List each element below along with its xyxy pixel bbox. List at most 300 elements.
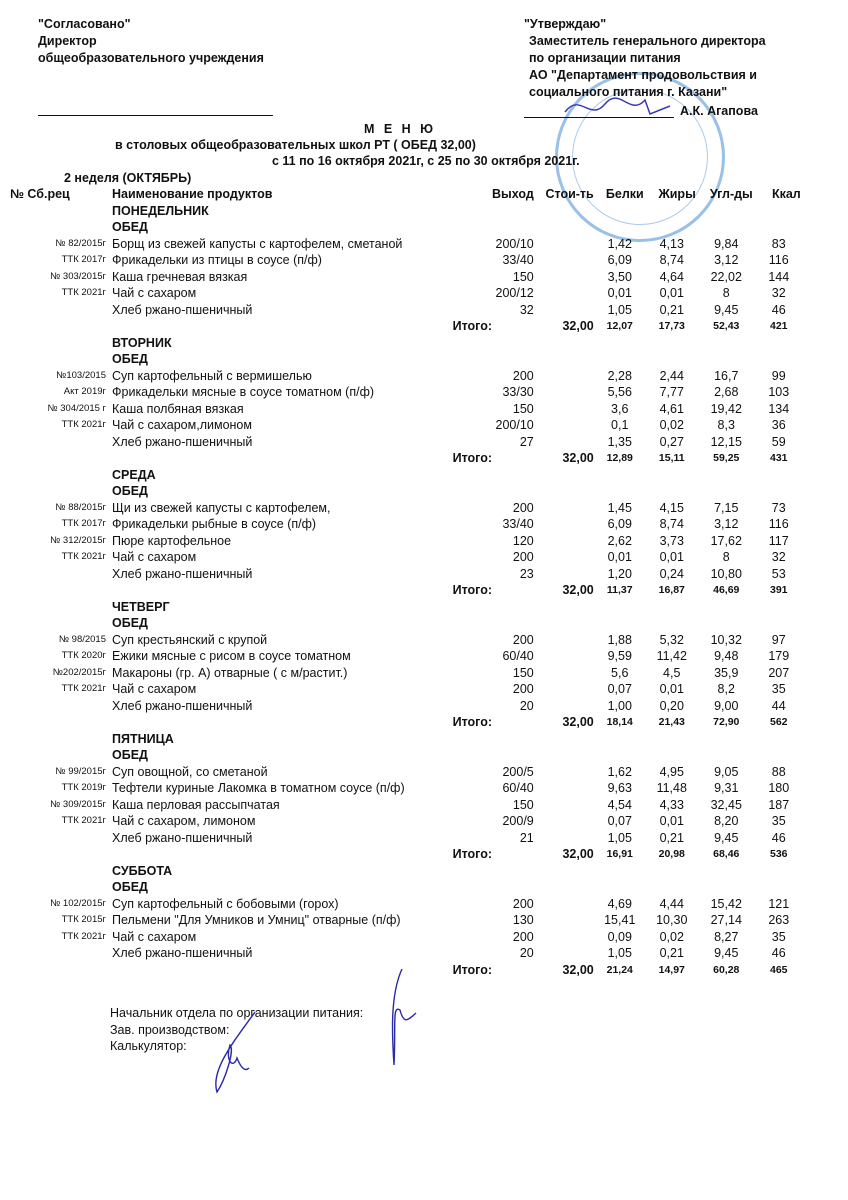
recipe-code: [10, 302, 112, 319]
empty-cell: [10, 335, 112, 352]
meal-heading-row: [10, 351, 803, 368]
dish-carbs: 8: [722, 550, 730, 564]
empty-cell: [492, 219, 534, 236]
empty-cell: [698, 483, 755, 500]
col-header-protein: Белки: [605, 187, 644, 201]
empty-cell: [755, 731, 803, 748]
day-name: ПЯТНИЦА: [112, 731, 174, 746]
dish-protein: 1,42: [607, 236, 632, 251]
total-fat: 20,98: [658, 848, 685, 860]
dish-protein: 4,54: [607, 797, 632, 812]
empty-cell: [492, 467, 534, 484]
dish-protein: 0,09: [607, 929, 632, 944]
empty-cell: [492, 318, 534, 335]
total-protein: 18,14: [606, 716, 633, 728]
dish-fat: 4,15: [659, 500, 684, 515]
dish-name: Чай с сахаром, лимоном: [112, 814, 256, 828]
day-heading-row: [10, 203, 803, 220]
dish-kcal: 263: [768, 913, 790, 927]
empty-cell: [755, 747, 803, 764]
dish-kcal: 144: [768, 269, 790, 284]
empty-cell: [10, 318, 112, 335]
dish-protein: 6,09: [607, 253, 632, 267]
dish-output: 150: [512, 401, 534, 416]
dish-output: 150: [512, 665, 534, 680]
table-row: [10, 896, 803, 913]
dish-protein: 2,28: [607, 368, 632, 383]
recipe-code: № 99/2015г: [55, 765, 106, 777]
table-row: [10, 648, 803, 665]
dish-fat: 0,01: [659, 814, 684, 828]
dish-cost: [534, 648, 594, 665]
dish-cost: [534, 945, 594, 962]
table-row: [10, 236, 803, 253]
dish-carbs: 22,02: [710, 269, 742, 284]
dish-name: Каша перловая рассыпчатая: [112, 797, 280, 812]
empty-cell: [534, 351, 594, 368]
table-row: [10, 500, 803, 517]
dish-name: Чай с сахаром: [112, 550, 197, 564]
dish-fat: 4,33: [659, 797, 684, 812]
dish-name: Хлеб ржано-пшеничный: [112, 302, 253, 317]
date-range: с 11 по 16 октября 2021г, с 25 по 30 октября 2021г.: [272, 154, 580, 168]
table-row: [10, 566, 803, 583]
table-row: [10, 797, 803, 814]
dish-protein: 2,62: [607, 533, 632, 548]
dish-carbs: 9,31: [714, 781, 739, 795]
total-carbs: 52,43: [713, 320, 740, 332]
empty-cell: [698, 747, 755, 764]
empty-cell: [698, 863, 755, 880]
empty-cell: [492, 863, 534, 880]
dish-fat: 0,01: [659, 550, 684, 564]
dish-protein: 1,20: [607, 566, 632, 581]
dish-fat: 3,73: [659, 533, 684, 548]
total-cost: 32,00: [562, 583, 594, 597]
empty-cell: [594, 219, 646, 236]
day-name: ВТОРНИК: [112, 335, 172, 350]
dish-fat: 4,64: [659, 269, 684, 284]
day-total-row: [10, 450, 803, 467]
dish-protein: 5,56: [607, 385, 632, 399]
dish-fat: 11,48: [656, 781, 687, 795]
total-fat: 17,73: [658, 320, 685, 332]
day-total-row: [10, 714, 803, 731]
dish-fat: 4,13: [659, 236, 684, 251]
dish-output: 130: [512, 913, 534, 927]
total-protein: 12,89: [606, 452, 633, 464]
recipe-code: № 102/2015г: [50, 897, 106, 909]
dish-name: Суп овощной, со сметаной: [112, 764, 268, 779]
empty-cell: [698, 599, 755, 616]
total-protein: 21,24: [606, 963, 633, 976]
dish-output: 33/40: [502, 253, 534, 267]
dish-name: Чай с сахаром: [112, 286, 197, 300]
empty-cell: [646, 335, 698, 352]
empty-cell: [698, 615, 755, 632]
day-name: СРЕДА: [112, 467, 156, 482]
dish-kcal: 187: [768, 797, 790, 812]
col-header-kcal: Ккал: [771, 187, 801, 201]
dish-fat: 5,32: [659, 632, 684, 647]
dish-carbs: 8,2: [717, 682, 735, 696]
recipe-code: Акт 2019г: [63, 386, 106, 397]
dish-cost: [534, 830, 594, 847]
empty-cell: [755, 483, 803, 500]
table-header-row: [10, 186, 803, 203]
dish-carbs: 12,15: [710, 434, 742, 449]
empty-cell: [534, 335, 594, 352]
dish-cost: [534, 302, 594, 319]
approval-agreed-block: [38, 16, 264, 67]
dish-name: Фрикадельки мясные в соусе томатном (п/ф): [112, 385, 375, 399]
empty-cell: [594, 863, 646, 880]
meal-name: ОБЕД: [112, 484, 148, 498]
dish-carbs: 17,62: [710, 533, 742, 548]
dish-protein: 0,07: [607, 814, 632, 828]
dish-output: 200/9: [502, 814, 534, 828]
total-cost: 32,00: [562, 715, 594, 729]
dish-carbs: 9,48: [714, 649, 739, 663]
empty-cell: [698, 467, 755, 484]
dish-output: 150: [512, 269, 534, 284]
recipe-code: №202/2015г: [52, 666, 106, 678]
dish-carbs: 9,45: [714, 302, 739, 317]
dish-cost: [534, 269, 594, 286]
empty-cell: [10, 962, 112, 979]
dish-carbs: 15,42: [710, 896, 742, 911]
empty-cell: [492, 747, 534, 764]
empty-cell: [10, 714, 112, 731]
dish-name: Хлеб ржано-пшеничный: [112, 566, 253, 581]
meal-heading-row: [10, 483, 803, 500]
day-name: ПОНЕДЕЛЬНИК: [112, 203, 209, 218]
total-carbs: 60,28: [713, 963, 740, 976]
dish-kcal: 103: [768, 385, 790, 399]
table-row: [10, 368, 803, 385]
dish-kcal: 121: [768, 896, 790, 911]
dish-name: Борщ из свежей капусты с картофелем, сметаной: [112, 236, 403, 251]
dish-fat: 8,74: [659, 253, 684, 267]
empty-cell: [594, 203, 646, 220]
dish-kcal: 44: [771, 698, 786, 713]
dish-carbs: 32,45: [710, 797, 742, 812]
recipe-code: ТТК 2020г: [61, 650, 106, 661]
recipe-code: ТТК 2021г: [61, 683, 106, 694]
total-fat: 21,43: [658, 716, 685, 728]
col-header-code: № Сб.рец: [10, 187, 70, 201]
dish-kcal: 116: [768, 517, 789, 531]
dish-cost: [534, 368, 594, 385]
dish-protein: 0,01: [607, 550, 632, 564]
table-row: [10, 632, 803, 649]
empty-cell: [10, 879, 112, 896]
signature-calculator-icon: [205, 1010, 265, 1100]
signature-line-left: [38, 115, 273, 116]
dish-fat: 0,01: [659, 286, 684, 300]
dish-kcal: 88: [771, 764, 786, 779]
dish-fat: 4,95: [659, 764, 684, 779]
empty-cell: [594, 599, 646, 616]
dish-fat: 4,44: [659, 896, 684, 911]
empty-cell: [594, 467, 646, 484]
total-label: Итого:: [452, 715, 492, 729]
dish-cost: [534, 698, 594, 715]
dish-output: 60/40: [502, 781, 534, 795]
empty-cell: [594, 615, 646, 632]
dish-fat: 0,21: [659, 830, 684, 845]
total-fat: 16,87: [658, 584, 685, 596]
dish-name: Хлеб ржано-пшеничный: [112, 434, 253, 449]
empty-cell: [10, 351, 112, 368]
dish-kcal: 117: [768, 533, 789, 548]
recipe-code: ТТК 2021г: [61, 815, 106, 826]
empty-cell: [646, 219, 698, 236]
col-header-cost: Стои-ть: [545, 187, 594, 201]
empty-cell: [534, 483, 594, 500]
recipe-code: ТТК 2019г: [61, 782, 106, 793]
dish-output: 200: [512, 632, 534, 647]
empty-cell: [534, 599, 594, 616]
empty-cell: [594, 731, 646, 748]
dish-protein: 1,62: [607, 764, 632, 779]
table-row: [10, 269, 803, 286]
dish-output: 200: [512, 500, 534, 515]
dish-protein: 4,69: [607, 896, 632, 911]
dish-cost: [534, 797, 594, 814]
empty-cell: [10, 615, 112, 632]
dish-cost: [534, 252, 594, 269]
empty-cell: [755, 335, 803, 352]
dish-carbs: 7,15: [714, 500, 739, 515]
dish-kcal: 207: [768, 665, 790, 680]
empty-cell: [755, 203, 803, 220]
table-row: [10, 549, 803, 566]
dish-kcal: 99: [771, 368, 786, 383]
dish-output: 200/10: [495, 236, 534, 251]
recipe-code: ТТК 2015г: [61, 914, 106, 925]
table-row: [10, 285, 803, 302]
dish-protein: 0,01: [607, 286, 632, 300]
empty-cell: [646, 483, 698, 500]
dish-cost: [534, 566, 594, 583]
table-row: [10, 764, 803, 781]
total-cost: 32,00: [562, 962, 594, 977]
dish-cost: [534, 549, 594, 566]
table-row: [10, 945, 803, 962]
dish-output: 23: [519, 566, 534, 581]
agreed-title: "Согласовано": [38, 17, 131, 31]
dish-fat: 2,44: [659, 368, 684, 383]
week-label: 2 неделя (ОКТЯБРЬ): [64, 171, 192, 185]
dish-fat: 0,24: [659, 566, 684, 581]
page-subtitle: в столовых общеобразовательных школ РТ ( ОБЕД 32,00): [115, 138, 476, 152]
recipe-code: ТТК 2021г: [61, 419, 106, 430]
total-protein: 16,91: [606, 848, 633, 860]
dish-carbs: 19,42: [710, 401, 742, 416]
empty-cell: [10, 731, 112, 748]
total-fat: 15,11: [658, 452, 685, 464]
dish-fat: 0,27: [659, 434, 684, 449]
approval-approved-block: [524, 16, 766, 101]
day-heading-row: [10, 599, 803, 616]
total-carbs: 68,46: [713, 848, 740, 860]
table-row: [10, 912, 803, 929]
empty-cell: [646, 351, 698, 368]
day-name: ЧЕТВЕРГ: [112, 599, 170, 614]
agreed-org: общеобразовательного учреждения: [38, 51, 264, 65]
total-protein: 11,37: [606, 584, 633, 596]
meal-name: ОБЕД: [112, 220, 148, 234]
col-header-carbs: Угл-ды: [709, 187, 753, 201]
dish-name: Хлеб ржано-пшеничный: [112, 946, 253, 960]
day-name: СУББОТА: [112, 863, 173, 878]
footer-calculator: Калькулятор:: [110, 1039, 187, 1053]
dish-cost: [534, 912, 594, 929]
empty-cell: [755, 599, 803, 616]
dish-cost: [534, 780, 594, 797]
empty-cell: [594, 747, 646, 764]
total-protein: 12,07: [606, 320, 633, 332]
empty-cell: [10, 582, 112, 599]
day-heading-row: [10, 731, 803, 748]
day-heading-row: [10, 863, 803, 880]
dish-carbs: 3,12: [714, 253, 739, 267]
table-row: [10, 813, 803, 830]
recipe-code: ТТК 2021г: [61, 551, 106, 562]
dish-protein: 1,00: [607, 698, 632, 713]
approved-role: Заместитель генерального директора: [529, 34, 766, 48]
footer-production-manager: Зав. производством:: [110, 1022, 230, 1037]
dish-name: Фрикадельки из птицы в соусе (п/ф): [112, 253, 322, 267]
day-heading-row: [10, 467, 803, 484]
empty-cell: [755, 863, 803, 880]
dish-output: 150: [512, 797, 534, 812]
empty-cell: [10, 467, 112, 484]
empty-cell: [755, 219, 803, 236]
total-kcal: 431: [769, 452, 788, 464]
dish-kcal: 35: [771, 682, 786, 696]
dish-kcal: 35: [771, 814, 786, 828]
total-kcal: 536: [769, 848, 788, 860]
dish-fat: 0,01: [659, 682, 684, 696]
dish-name: Каша гречневая вязкая: [112, 269, 248, 284]
agreed-role: Директор: [38, 34, 97, 48]
empty-cell: [646, 879, 698, 896]
dish-name: Пюре картофельное: [112, 533, 232, 548]
dish-output: 200/5: [502, 764, 534, 779]
table-row: [10, 417, 803, 434]
day-total-row: [10, 318, 803, 335]
dish-kcal: 46: [771, 946, 786, 960]
empty-cell: [492, 203, 534, 220]
dish-output: 200/12: [495, 286, 534, 300]
meal-heading-row: [10, 219, 803, 236]
empty-cell: [534, 731, 594, 748]
empty-cell: [534, 879, 594, 896]
dish-carbs: 9,45: [714, 946, 739, 960]
total-cost: 32,00: [562, 847, 594, 861]
dish-name: Хлеб ржано-пшеничный: [112, 830, 253, 845]
dish-fat: 4,61: [659, 401, 684, 416]
dish-cost: [534, 896, 594, 913]
table-row: [10, 252, 803, 269]
total-label: Итого:: [452, 847, 492, 861]
empty-cell: [698, 219, 755, 236]
dish-name: Суп крестьянский с крупой: [112, 632, 268, 647]
total-kcal: 465: [769, 963, 788, 976]
recipe-code: [10, 698, 112, 715]
dish-name: Хлеб ржано-пшеничный: [112, 698, 253, 713]
col-header-fat: Жиры: [658, 187, 696, 201]
dish-kcal: 179: [768, 649, 790, 663]
dish-carbs: 8,3: [717, 418, 735, 432]
empty-cell: [646, 747, 698, 764]
dish-kcal: 83: [771, 236, 786, 251]
empty-cell: [492, 962, 534, 979]
empty-cell: [755, 615, 803, 632]
table-row: [10, 780, 803, 797]
empty-cell: [698, 351, 755, 368]
empty-cell: [492, 615, 534, 632]
table-row: [10, 384, 803, 401]
total-cost: 32,00: [562, 319, 594, 333]
dish-fat: 0,20: [659, 698, 684, 713]
empty-cell: [492, 879, 534, 896]
dish-name: Каша полбяная вязкая: [112, 401, 244, 416]
recipe-code: № 303/2015г: [50, 270, 106, 282]
empty-cell: [646, 731, 698, 748]
dish-kcal: 36: [771, 418, 786, 432]
dish-output: 200: [512, 896, 534, 911]
dish-carbs: 3,12: [714, 517, 739, 531]
dish-carbs: 10,80: [710, 566, 742, 581]
empty-cell: [534, 203, 594, 220]
empty-cell: [698, 879, 755, 896]
dish-kcal: 53: [771, 566, 786, 581]
dish-fat: 0,02: [659, 418, 684, 432]
dish-fat: 7,77: [659, 385, 684, 399]
empty-cell: [10, 599, 112, 616]
total-cost: 32,00: [562, 451, 594, 465]
dish-output: 32: [519, 302, 534, 317]
recipe-code: [10, 434, 112, 451]
empty-cell: [646, 863, 698, 880]
approved-title: "Утверждаю": [524, 17, 607, 31]
dish-carbs: 9,45: [714, 830, 739, 845]
table-row: [10, 698, 803, 715]
dish-cost: [534, 401, 594, 418]
table-row: [10, 533, 803, 550]
meal-heading-row: [10, 879, 803, 896]
dish-protein: 3,6: [611, 401, 629, 416]
empty-cell: [10, 203, 112, 220]
recipe-code: № 312/2015г: [50, 534, 106, 546]
dish-cost: [534, 236, 594, 253]
dish-output: 33/30: [502, 385, 534, 399]
signature-head-icon: [380, 965, 420, 1075]
total-label: Итого:: [452, 583, 492, 597]
dish-output: 20: [519, 698, 534, 713]
empty-cell: [594, 483, 646, 500]
col-header-name: Наименование продуктов: [112, 187, 273, 201]
dish-name: Тефтели куриные Лакомка в томатном соусе (п/ф): [112, 781, 405, 795]
recipe-code: № 309/2015г: [50, 798, 106, 810]
day-heading-row: [10, 335, 803, 352]
empty-cell: [492, 450, 534, 467]
dish-protein: 6,09: [607, 517, 632, 531]
dish-cost: [534, 384, 594, 401]
